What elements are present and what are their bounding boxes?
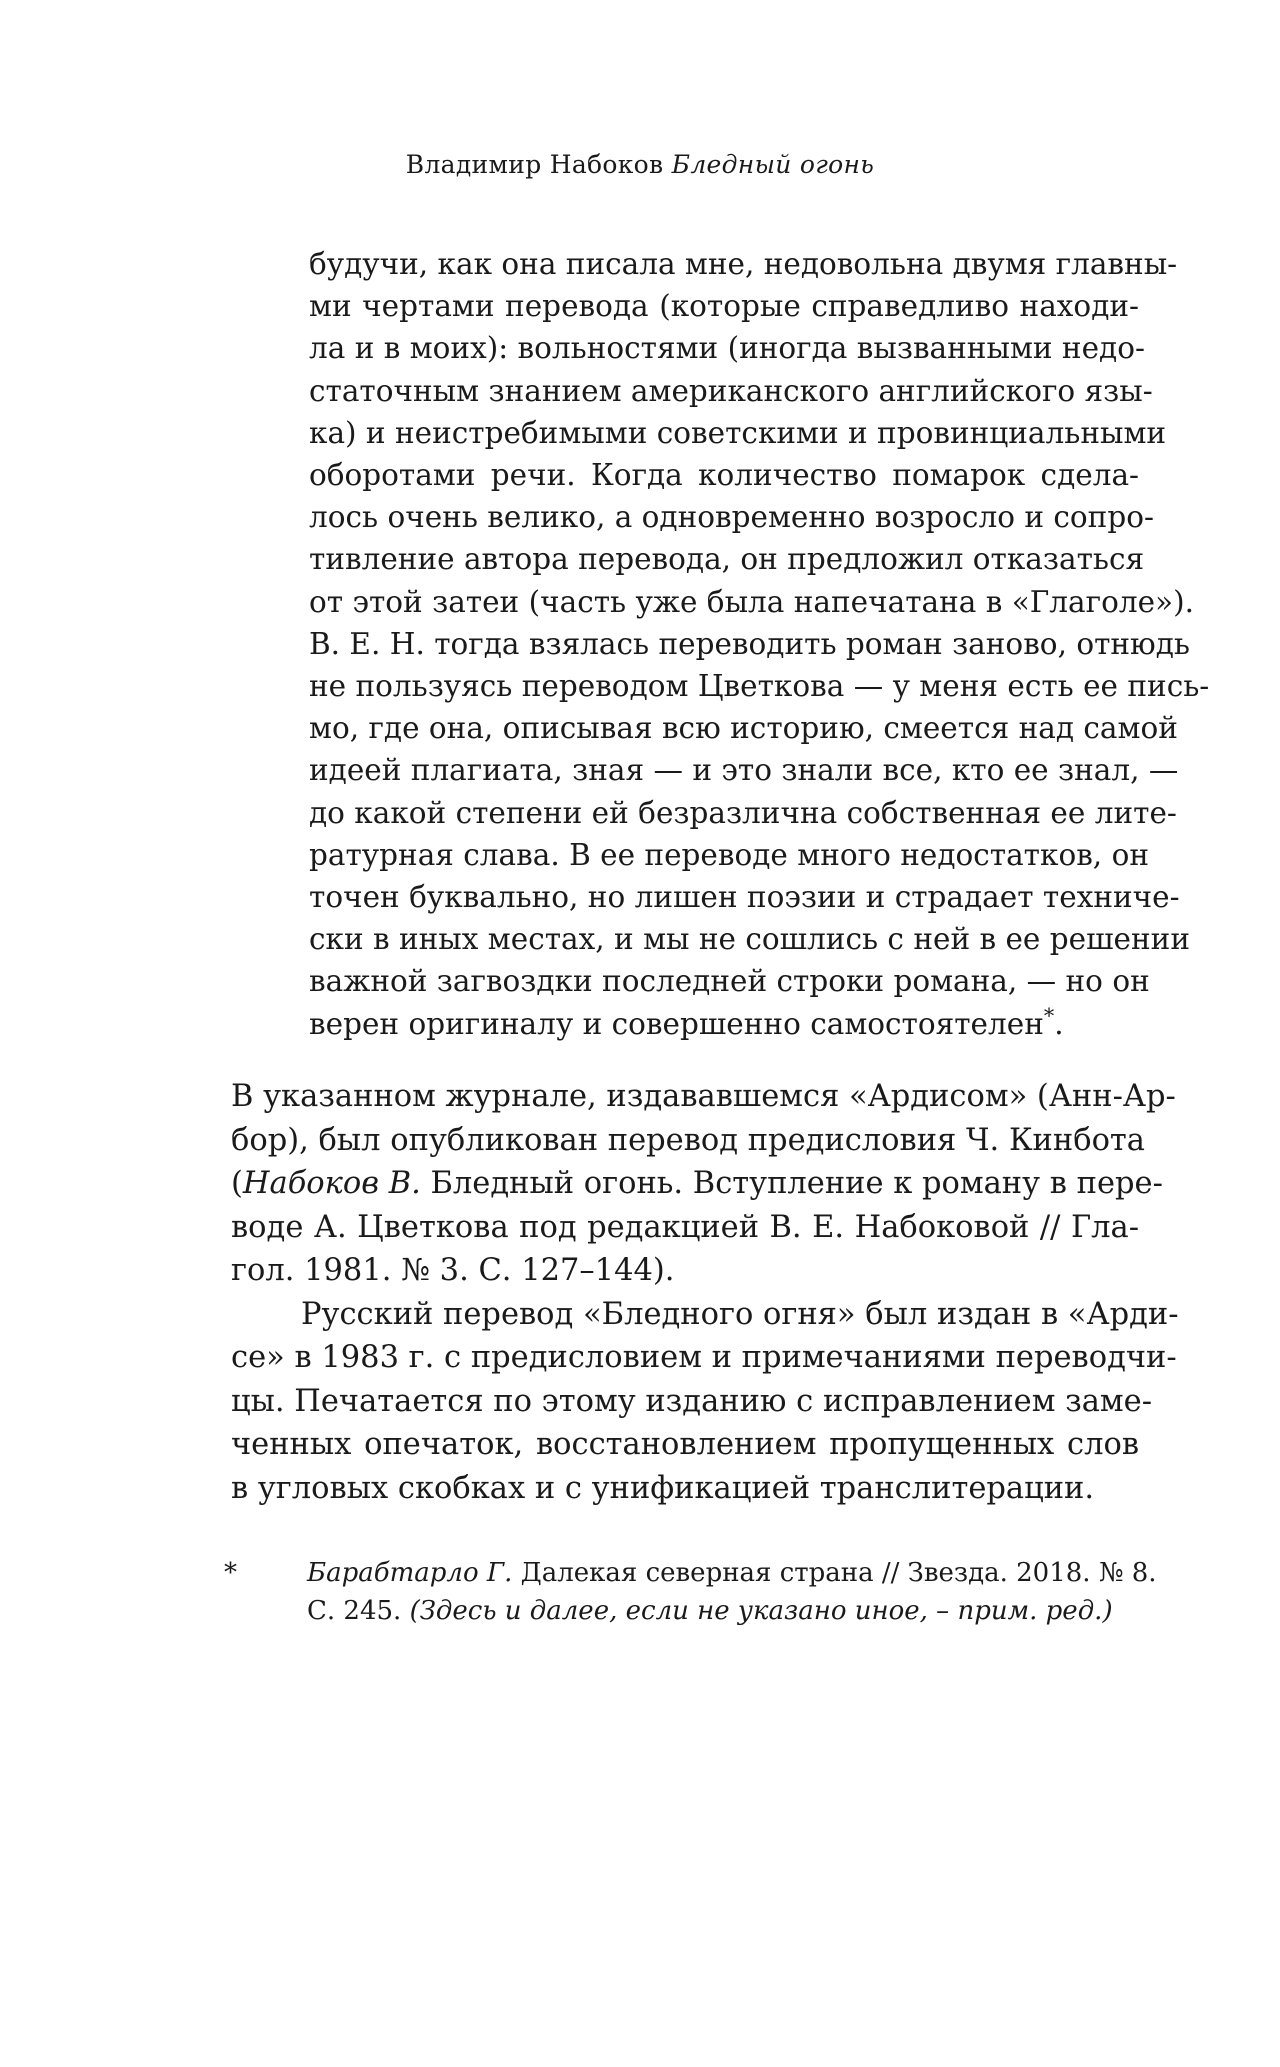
footnote-line	[307, 1593, 1139, 1631]
footnote	[224, 1555, 1157, 1630]
quote-line: важной загвоздки последней строки романа, — но он	[309, 964, 1150, 999]
quote-line: лось очень велико, а одновременно возросло и сопро-	[309, 500, 1154, 535]
quote-line: ратурная слава. В ее переводе много недостатков, он	[309, 837, 1149, 872]
running-head-title: Бледный огонь	[671, 150, 875, 179]
citation-text: Бледный огонь. Вступление к роману в пере-	[420, 1166, 1163, 1201]
paragraph1-line	[231, 1162, 1163, 1206]
footnote-line	[307, 1555, 1157, 1593]
quote-line: ка) и неистребимыми советскими и провинциальными	[309, 415, 1167, 450]
quote-line: будучи, как она писала мне, недовольна двумя главны-	[309, 247, 1178, 281]
running-head	[0, 150, 1280, 179]
paragraph1-line: В указанном журнале, издававшемся «Ардисом» (Анн-Ар-	[231, 1079, 1176, 1114]
quote-line: В. Е. Н. тогда взялась переводить роман заново, отнюдь	[309, 626, 1190, 661]
footnote-source: Далекая северная страна // Звезда. 2018. № 8.	[512, 1558, 1157, 1588]
paragraph2-line: Русский перевод «Бледного огня» был издан в «Арди-	[301, 1296, 1179, 1332]
body-text	[231, 1075, 1179, 1510]
quote-last-line-text: верен оригиналу и совершенно самостоятелен	[309, 1006, 1044, 1041]
paragraph2-line: се» в 1983 г. с предисловием и примечаниями переводчи-	[231, 1340, 1177, 1375]
paragraph1-paren: (	[231, 1166, 243, 1201]
quote-line: мо, где она, описывая всю историю, смеется над самой	[309, 711, 1178, 746]
paragraph2-line: цы. Печатается по этому изданию с исправлением заме-	[231, 1383, 1153, 1419]
running-head-author: Владимир Набоков	[405, 150, 664, 179]
quote-line: ми чертами перевода (которые справедливо находи-	[309, 289, 1139, 324]
quote-line: не пользуясь переводом Цветкова — у меня есть ее пись-	[309, 669, 1210, 704]
footnote-author: Барабтарло Г.	[307, 1558, 513, 1588]
quote-last-line: верен оригиналу и совершенно самостоятелен*.	[309, 1003, 1064, 1041]
paragraph2-line: в угловых скобках и с унификацией транслитерации.	[231, 1470, 1095, 1506]
paragraph1-line: гол. 1981. № 3. С. 127–144).	[231, 1253, 675, 1288]
block-quote	[309, 243, 1210, 1045]
paragraph2-line: ченных опечаток, восстановлением пропущенных слов	[231, 1427, 1139, 1462]
quote-line: статочным знанием американского английского язы-	[309, 373, 1153, 408]
citation-author: Набоков В.	[242, 1166, 421, 1201]
quote-line: от этой затеи (часть уже была напечатана в «Глаголе»).	[309, 584, 1194, 619]
paragraph1-line: бор), был опубликован перевод предисловия Ч. Кинбота	[231, 1122, 1145, 1158]
footnote-page: С. 245.	[307, 1595, 410, 1626]
paragraph1-line: воде А. Цветкова под редакцией В. Е. Набоковой // Гла-	[231, 1209, 1139, 1245]
quote-line: ла и в моих): вольностями (иногда вызванными недо-	[309, 331, 1145, 366]
quote-line: идеей плагиата, зная — и это знали все, кто ее знал, —	[309, 753, 1179, 788]
quote-line: до какой степени ей безразлична собственная ее лите-	[309, 795, 1177, 830]
footnote-marker: *	[224, 1558, 237, 1588]
footnote-reference-mark[interactable]: *	[1043, 1003, 1055, 1028]
quote-line: ски в иных местах, и мы не сошлись с ней в ее решении	[309, 922, 1190, 957]
quote-line: оборотами речи. Когда количество помарок сдела-	[309, 458, 1139, 493]
quote-line: точен буквально, но лишен поэзии и страдает техниче-	[309, 880, 1180, 915]
quote-line: тивление автора перевода, он предложил отказаться	[309, 542, 1145, 577]
footnote-editor-note: (Здесь и далее, если не указано иное, – прим. ред.)	[409, 1595, 1113, 1626]
footnote-body	[307, 1555, 1157, 1630]
